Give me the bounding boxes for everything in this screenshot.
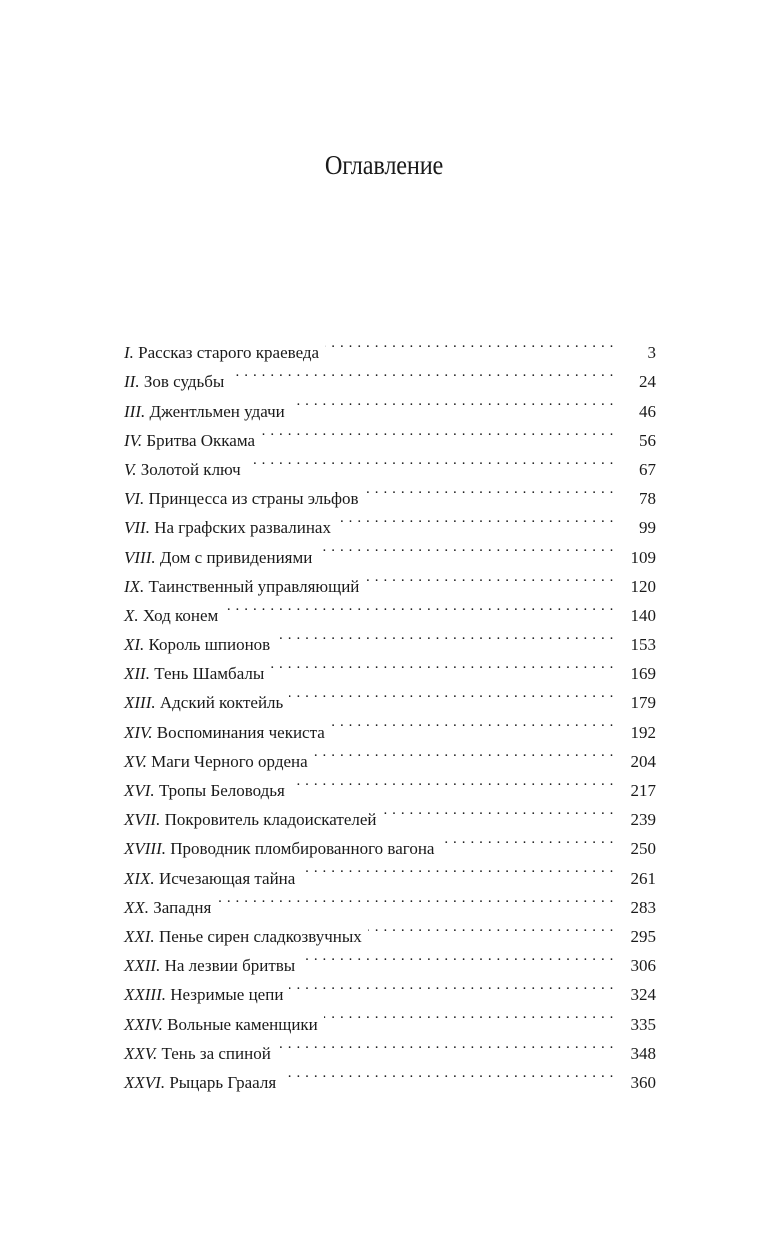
chapter-title: Покровитель кладоискателей — [164, 810, 377, 830]
chapter-number: XXV. — [124, 1043, 158, 1063]
page-number: 46 — [639, 401, 656, 421]
chapter-number: XVI. — [124, 781, 155, 800]
dot-leader — [325, 329, 614, 358]
page-number: 250 — [630, 839, 656, 859]
chapter-title: Принцесса из страны эльфов — [148, 489, 359, 509]
dot-leader — [365, 475, 614, 504]
page-number: 324 — [630, 985, 656, 1005]
chapter-number: XXIII. — [124, 985, 167, 1005]
chapter-title: Тропы Беловодья — [158, 781, 285, 800]
chapter-number: VIII. — [124, 547, 156, 567]
chapter-number: XIV. — [124, 722, 153, 742]
page-number: 120 — [630, 576, 656, 596]
chapter-number: VI. — [124, 489, 145, 509]
chapter-number: III. — [124, 401, 146, 421]
chapter-title: Король шпионов — [148, 635, 271, 655]
page-number: 204 — [630, 751, 656, 771]
dot-leader — [230, 358, 614, 387]
dot-leader — [217, 884, 614, 913]
dot-leader — [301, 854, 614, 883]
chapter-number: XIII. — [124, 693, 156, 713]
dot-leader — [440, 825, 614, 854]
dot-leader — [261, 417, 614, 446]
page-number: 261 — [630, 868, 656, 888]
chapter-title: Рыцарь Грааля — [169, 1072, 277, 1092]
chapter-number: IX. — [124, 576, 145, 596]
page-number: 24 — [639, 372, 656, 392]
chapter-title: Рассказ старого краеведа — [138, 343, 320, 363]
page-number: 140 — [630, 605, 656, 625]
chapter-number: IV. — [124, 430, 143, 450]
chapter-number: XVII. — [124, 810, 161, 830]
chapter-number: I. — [124, 343, 134, 363]
chapter-title: Вольные каменщики — [167, 1014, 318, 1034]
dot-leader — [314, 738, 614, 767]
dot-leader — [368, 913, 614, 942]
dot-leader — [383, 796, 614, 825]
chapter-title: На лезвии бритвы — [164, 956, 296, 976]
chapter-number: XII. — [124, 664, 150, 684]
chapter-number: XXVI. — [124, 1072, 166, 1092]
table-of-contents — [124, 329, 656, 1092]
chapter-title: Таинственный управляющий — [148, 576, 360, 596]
page-number: 56 — [639, 430, 656, 450]
chapter-number: XXII. — [124, 956, 161, 976]
chapter-number: XX. — [124, 897, 150, 917]
dot-leader — [282, 1059, 614, 1088]
page-number: 217 — [630, 781, 656, 800]
page-number: 348 — [630, 1043, 656, 1063]
page-title: Оглавление — [324, 150, 444, 180]
page-number: 3 — [647, 343, 656, 363]
chapter-number: X. — [124, 605, 139, 625]
chapter-title: Бритва Оккама — [146, 430, 256, 450]
dot-leader — [247, 446, 614, 475]
page-number: 283 — [630, 897, 656, 917]
chapter-number: XIX. — [124, 868, 155, 888]
dot-leader — [291, 387, 614, 416]
chapter-title: Исчезающая тайна — [158, 868, 296, 888]
chapter-title: Адский коктейль — [159, 693, 284, 713]
chapter-title: Золотой ключ — [140, 459, 241, 479]
page-number: 109 — [630, 547, 656, 567]
chapter-title: Дом с привидениями — [159, 547, 313, 567]
page-number: 360 — [630, 1072, 656, 1092]
page-number: 169 — [630, 664, 656, 684]
dot-leader — [301, 942, 614, 971]
dot-leader — [337, 504, 614, 533]
page-number: 153 — [630, 635, 656, 655]
chapter-title: Ход конем — [142, 605, 219, 625]
chapter-title: Тень за спиной — [161, 1043, 271, 1063]
dot-leader — [291, 767, 614, 796]
dot-leader — [289, 971, 614, 1000]
page-number: 239 — [630, 810, 656, 830]
chapter-title: Джентльмен удачи — [149, 401, 285, 421]
dot-leader — [365, 563, 614, 592]
page-number: 306 — [630, 956, 656, 976]
page-number: 192 — [630, 722, 656, 742]
chapter-title: Проводник пломбированного вагона — [170, 839, 435, 859]
dot-leader — [224, 592, 614, 621]
page-number: 99 — [639, 518, 656, 538]
dot-leader — [276, 621, 614, 650]
page-number: 67 — [639, 459, 656, 479]
chapter-number: XXIV. — [124, 1014, 163, 1034]
dot-leader — [270, 650, 614, 679]
chapter-title: На графских развалинах — [154, 518, 331, 538]
chapter-number: VII. — [124, 518, 150, 538]
chapter-number: II. — [124, 372, 140, 392]
chapter-title: Маги Черного ордена — [151, 751, 308, 771]
page-number: 179 — [630, 693, 656, 713]
page-number: 335 — [630, 1014, 656, 1034]
chapter-title: Западня — [153, 897, 212, 917]
dot-leader — [289, 679, 614, 708]
dot-leader — [277, 1030, 614, 1059]
chapter-number: V. — [124, 459, 137, 479]
chapter-title: Воспоминания чекиста — [156, 722, 325, 742]
chapter-number: XI. — [124, 635, 145, 655]
chapter-title: Зов судьбы — [143, 372, 225, 392]
page-number: 78 — [639, 489, 656, 509]
toc-entry[interactable] — [124, 329, 656, 363]
chapter-number: XXI. — [124, 926, 155, 946]
chapter-title: Незримые цепи — [170, 985, 284, 1005]
chapter-title: Тень Шамбалы — [154, 664, 265, 684]
dot-leader — [318, 533, 614, 562]
chapter-number: XV. — [124, 751, 147, 771]
page-number: 295 — [630, 926, 656, 946]
dot-leader — [331, 708, 614, 737]
chapter-title: Пенье сирен сладкозвучных — [158, 926, 362, 946]
dot-leader — [324, 1000, 614, 1029]
chapter-number: XVIII. — [124, 839, 167, 859]
